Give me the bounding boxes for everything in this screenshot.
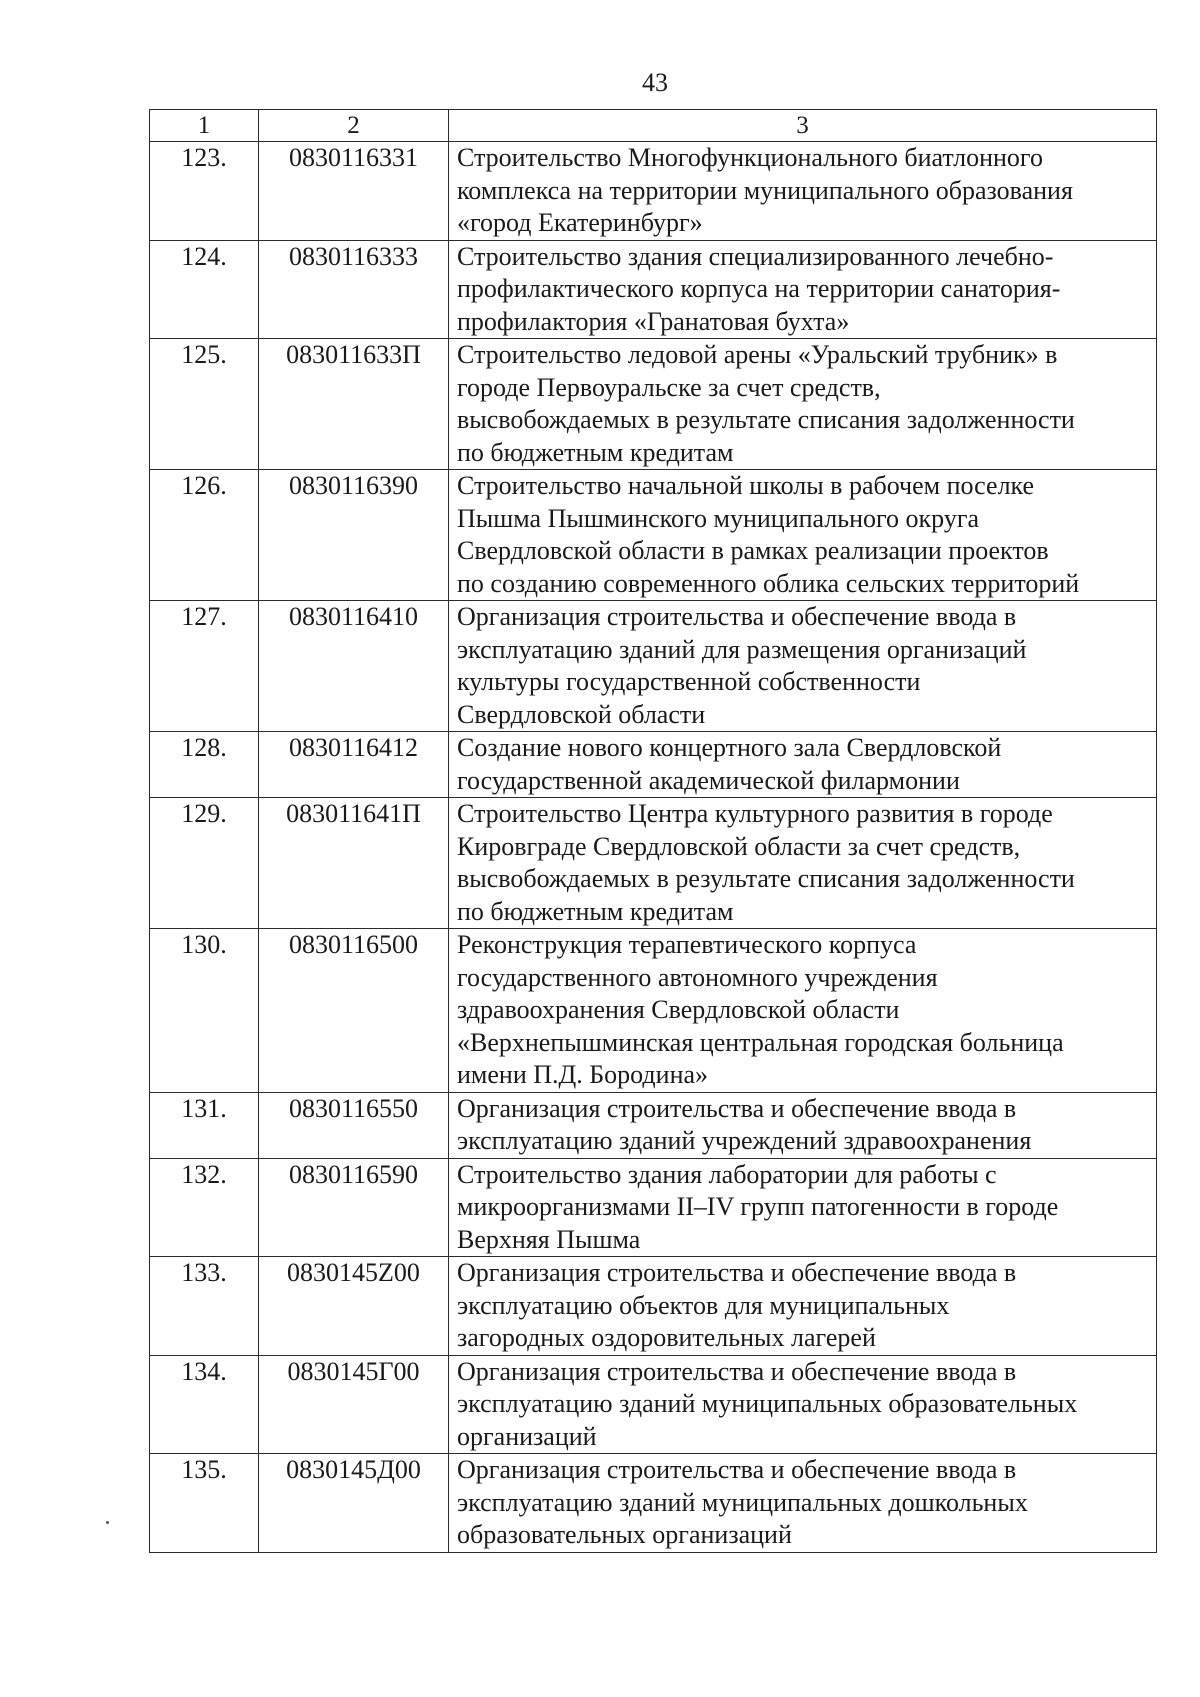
row-number: 124. bbox=[150, 240, 259, 339]
description-line: Строительство Центра культурного развития в городе bbox=[457, 799, 1053, 828]
description-line: городе Первоуральске за счет средств, bbox=[457, 372, 881, 402]
description-line: Организация строительства и обеспечение ввода в bbox=[457, 1356, 1017, 1386]
description-line: Строительство здания лаборатории для работы с bbox=[457, 1159, 997, 1189]
description-line: эксплуатацию зданий для размещения организаций bbox=[457, 634, 1027, 664]
description-line: Организация строительства и обеспечение ввода в bbox=[457, 1455, 1017, 1484]
budget-code: 083011633П bbox=[259, 339, 449, 470]
description-line: высвобождаемых в результате списания задолженности bbox=[457, 405, 1075, 434]
table-row bbox=[150, 339, 1157, 470]
description-line: Строительство ледовой арены «Уральский трубник» в bbox=[457, 340, 1058, 369]
table-row bbox=[150, 929, 1157, 1093]
table-row bbox=[150, 732, 1157, 798]
row-number: 127. bbox=[150, 601, 259, 732]
description-line: эксплуатацию зданий учреждений здравоохранения bbox=[457, 1126, 1032, 1155]
description-line: Кировграде Свердловской области за счет средств, bbox=[457, 831, 1021, 861]
row-number: 130. bbox=[150, 929, 259, 1093]
description-line: профилактория «Гранатовая бухта» bbox=[457, 306, 850, 336]
expense-description bbox=[449, 732, 1157, 798]
budget-code: 0830116590 bbox=[259, 1158, 449, 1257]
table-row bbox=[150, 1454, 1157, 1553]
table-row bbox=[150, 601, 1157, 732]
description-line: эксплуатацию объектов для муниципальных bbox=[457, 1290, 950, 1320]
table-row bbox=[150, 1092, 1157, 1158]
description-line: государственной академической филармонии bbox=[457, 765, 960, 795]
description-line: Организация строительства и обеспечение ввода в bbox=[457, 1093, 1017, 1123]
budget-code: 0830145Г00 bbox=[259, 1355, 449, 1454]
budget-code: 0830116500 bbox=[259, 929, 449, 1093]
description-line: Создание нового концертного зала Свердловской bbox=[457, 733, 1002, 762]
expense-description bbox=[449, 1454, 1157, 1553]
description-line: здравоохранения Свердловской области bbox=[457, 995, 900, 1024]
budget-code: 083011641П bbox=[259, 798, 449, 929]
page-number: 43 bbox=[642, 68, 668, 97]
header-col-2: 2 bbox=[259, 110, 449, 142]
description-line: «город Екатеринбург» bbox=[457, 208, 703, 237]
budget-code: 0830145Д00 bbox=[259, 1454, 449, 1553]
row-number: 123. bbox=[150, 142, 259, 241]
row-number: 133. bbox=[150, 1257, 259, 1356]
description-line: Реконструкция терапевтического корпуса bbox=[457, 930, 917, 959]
budget-code: 0830145Z00 bbox=[259, 1257, 449, 1356]
description-line: эксплуатацию зданий муниципальных образовательных bbox=[457, 1389, 1078, 1418]
expense-description bbox=[449, 798, 1157, 929]
expense-description bbox=[449, 240, 1157, 339]
table-row bbox=[150, 1158, 1157, 1257]
description-line: Организация строительства и обеспечение ввода в bbox=[457, 1258, 1017, 1287]
row-number: 125. bbox=[150, 339, 259, 470]
budget-code-table bbox=[149, 109, 1157, 1553]
budget-code: 0830116331 bbox=[259, 142, 449, 241]
description-line: по бюджетным кредитам bbox=[457, 437, 734, 467]
row-number: 129. bbox=[150, 798, 259, 929]
scan-artifact-dot bbox=[106, 1521, 109, 1524]
description-line: Свердловской области bbox=[457, 699, 706, 729]
description-line: загородных оздоровительных лагерей bbox=[457, 1323, 876, 1352]
expense-description bbox=[449, 1257, 1157, 1356]
expense-description bbox=[449, 929, 1157, 1093]
description-line: Строительство Многофункционального биатлонного bbox=[457, 143, 1043, 172]
description-line: эксплуатацию зданий муниципальных дошкольных bbox=[457, 1487, 1028, 1517]
description-line: имени П.Д. Бородина» bbox=[457, 1060, 709, 1089]
expense-description bbox=[449, 339, 1157, 470]
description-line: культуры государственной собственности bbox=[457, 667, 921, 696]
description-line: микроорганизмами II–IV групп патогенности в городе bbox=[457, 1192, 1059, 1221]
description-line: организаций bbox=[457, 1421, 597, 1451]
row-number: 128. bbox=[150, 732, 259, 798]
description-line: Строительство начальной школы в рабочем поселке bbox=[457, 471, 1035, 500]
row-number: 132. bbox=[150, 1158, 259, 1257]
table-row bbox=[150, 1355, 1157, 1454]
expense-description bbox=[449, 1158, 1157, 1257]
description-line: Организация строительства и обеспечение ввода в bbox=[457, 602, 1017, 631]
table-header-row bbox=[150, 110, 1157, 142]
table-row bbox=[150, 240, 1157, 339]
row-number: 131. bbox=[150, 1092, 259, 1158]
budget-code: 0830116410 bbox=[259, 601, 449, 732]
description-line: комплекса на территории муниципального образования bbox=[457, 175, 1073, 205]
row-number: 135. bbox=[150, 1454, 259, 1553]
budget-code: 0830116333 bbox=[259, 240, 449, 339]
budget-code: 0830116412 bbox=[259, 732, 449, 798]
description-line: Пышма Пышминского муниципального округа bbox=[457, 503, 980, 533]
expense-description bbox=[449, 1092, 1157, 1158]
budget-code: 0830116550 bbox=[259, 1092, 449, 1158]
description-line: Верхняя Пышма bbox=[457, 1224, 641, 1254]
table-row bbox=[150, 142, 1157, 241]
row-number: 134. bbox=[150, 1355, 259, 1454]
table-row bbox=[150, 470, 1157, 601]
table-row bbox=[150, 1257, 1157, 1356]
description-line: Свердловской области в рамках реализации проектов bbox=[457, 536, 1049, 565]
description-line: высвобождаемых в результате списания задолженности bbox=[457, 864, 1075, 893]
header-col-1: 1 bbox=[150, 110, 259, 142]
description-line: профилактического корпуса на территории санатория- bbox=[457, 274, 1061, 303]
expense-description bbox=[449, 142, 1157, 241]
budget-code: 0830116390 bbox=[259, 470, 449, 601]
expense-description bbox=[449, 1355, 1157, 1454]
description-line: по созданию современного облика сельских территорий bbox=[457, 568, 1080, 598]
description-line: Строительство здания специализированного лечебно- bbox=[457, 241, 1054, 271]
table-row bbox=[150, 798, 1157, 929]
description-line: «Верхнепышминская центральная городская больница bbox=[457, 1027, 1064, 1057]
description-line: государственного автономного учреждения bbox=[457, 962, 938, 992]
description-line: по бюджетным кредитам bbox=[457, 896, 734, 926]
expense-description bbox=[449, 470, 1157, 601]
row-number: 126. bbox=[150, 470, 259, 601]
description-line: образовательных организаций bbox=[457, 1520, 792, 1549]
expense-description bbox=[449, 601, 1157, 732]
header-col-3: 3 bbox=[449, 110, 1157, 142]
